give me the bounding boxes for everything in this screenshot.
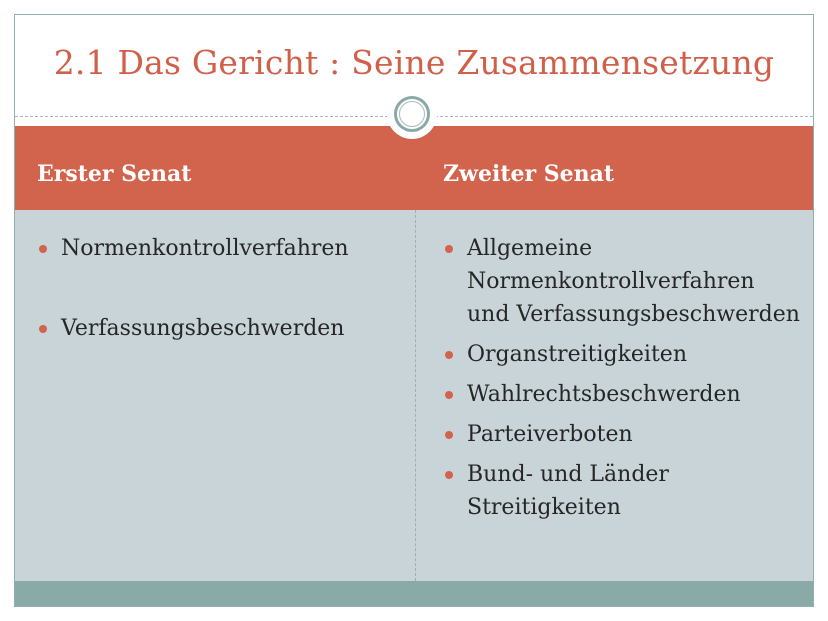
list-item (443, 458, 803, 524)
zweiter-senat-list (443, 232, 803, 531)
bullet-dot-icon (445, 391, 453, 399)
slide-title: 2.1 Das Gericht : Seine Zusammensetzung (53, 43, 775, 82)
ornament-inner-ring-icon (399, 101, 425, 127)
list-item (443, 232, 803, 331)
list-item (37, 312, 407, 345)
bullet-dot-icon (445, 351, 453, 359)
bullet-dot-icon (445, 431, 453, 439)
list-item-label: Verfassungsbeschwerden (61, 316, 345, 341)
bullet-dot-icon (39, 325, 47, 333)
list-item-label: Wahlrechtsbeschwerden (467, 382, 741, 407)
list-item (37, 232, 407, 265)
column-header-zweiter-senat: Zweiter Senat (443, 161, 615, 187)
list-item-label: Allgemeine Normenkontrollverfahren und Verfassungsbeschwerden (467, 236, 800, 327)
list-item (443, 338, 803, 371)
list-item (443, 378, 803, 411)
list-item-label: Bund- und Länder Streitigkeiten (467, 462, 669, 520)
list-item-label: Parteiverboten (467, 422, 633, 447)
list-item-label: Organstreitigkeiten (467, 342, 687, 367)
slide (14, 14, 814, 607)
column-divider (415, 210, 416, 581)
list-item (443, 418, 803, 451)
bullet-dot-icon (39, 245, 47, 253)
list-item-label: Normenkontrollverfahren (61, 236, 349, 261)
erster-senat-list (37, 232, 407, 392)
column-header-erster-senat: Erster Senat (37, 161, 192, 187)
bullet-dot-icon (445, 471, 453, 479)
footer-band (15, 581, 813, 607)
bullet-dot-icon (445, 245, 453, 253)
